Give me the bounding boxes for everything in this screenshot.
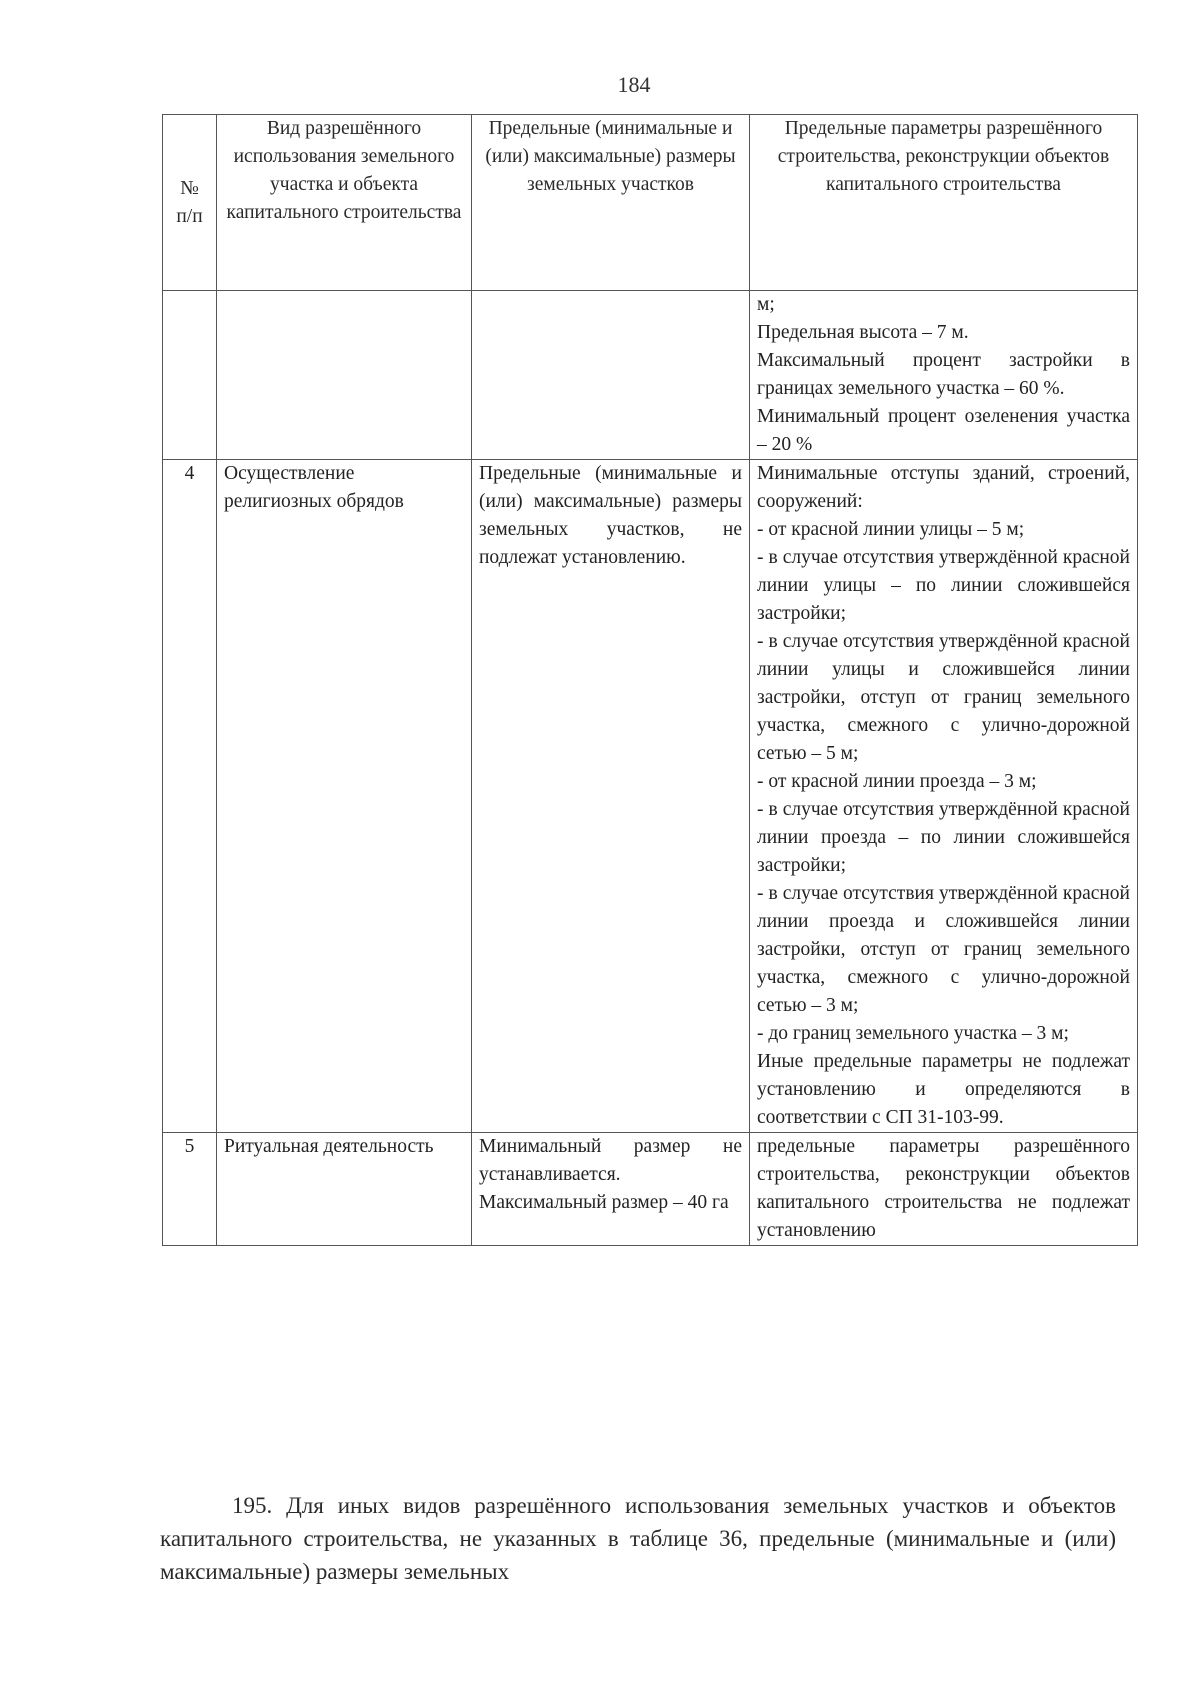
param-line: м; [757, 294, 775, 315]
land-use-table [162, 114, 1138, 1246]
cell-build-params [750, 1133, 1138, 1246]
param-line: - до границ земельного участка – 3 м; [757, 1023, 1069, 1044]
cell-plot-size [472, 291, 750, 460]
header-num: № п/п [163, 115, 217, 291]
cell-use-type [217, 291, 472, 460]
cell-build-params [750, 460, 1138, 1133]
param-line: - в случае отсутствия утверждённой красной линии улицы – по линии сложившейся застройки; [757, 547, 1130, 624]
cell-use-type: Осуществление религиозных обрядов [217, 460, 472, 1133]
header-plot-size: Предельные (минимальные и (или) максимальные) размеры земельных участков [472, 115, 750, 291]
table-row [163, 460, 1138, 1133]
page-number: 184 [617, 72, 651, 97]
cell-num: 5 [163, 1133, 217, 1246]
param-line: Иные предельные параметры не подлежат установлению и определяются в соответствии с СП 31-103-99. [757, 1051, 1130, 1128]
cell-plot-size: Минимальный размер не устанавливается. Максимальный размер – 40 га [472, 1133, 750, 1246]
param-line: Предельная высота – 7 м. [757, 322, 969, 343]
cell-use-type: Ритуальная деятельность [217, 1133, 472, 1246]
cell-build-params [750, 291, 1138, 460]
param-line: Минимальный процент озеленения участка – 20 % [757, 406, 1130, 455]
header-use-type: Вид разрешённого использования земельного участка и объекта капитального строительства [217, 115, 472, 291]
param-line: - от красной линии улицы – 5 м; [757, 519, 1025, 540]
cell-num: 4 [163, 460, 217, 1133]
param-line: - от красной линии проезда – 3 м; [757, 771, 1037, 792]
header-build-params: Предельные параметры разрешённого строительства, реконструкции объектов капитального строительства [750, 115, 1138, 291]
param-line: - в случае отсутствия утверждённой красной линии улицы и сложившейся линии застройки, отступ от границ земельного участка, смежного с улично-дорожной сетью – 5 м; [757, 631, 1130, 764]
param-line: Максимальный процент застройки в границах земельного участка – 60 %. [757, 350, 1130, 399]
param-line: - в случае отсутствия утверждённой красной линии проезда и сложившейся линии застройки, отступ от границ земельного участка, смежного с улично-дорожной сетью – 3 м; [757, 883, 1130, 1016]
param-line: Минимальные отступы зданий, строений, сооружений: [757, 463, 1130, 512]
cell-num [163, 291, 217, 460]
body-paragraph: 195. Для иных видов разрешённого использования земельных участков и объектов капитального строительства, не указанных в таблице 36, предельные (минимальные и (или) максимальные) размеры земельных [160, 1493, 1116, 1584]
param-line: предельные параметры разрешённого строительства, реконструкции объектов капитального строительства не подлежат установлению [757, 1136, 1130, 1241]
cell-plot-size: Предельные (минимальные и (или) максимальные) размеры земельных участков, не подлежат установлению. [472, 460, 750, 1133]
table-row [163, 1133, 1138, 1246]
table-row [163, 291, 1138, 460]
param-line: - в случае отсутствия утверждённой красной линии проезда – по линии сложившейся застройки; [757, 799, 1130, 876]
table-header-row [163, 115, 1138, 291]
